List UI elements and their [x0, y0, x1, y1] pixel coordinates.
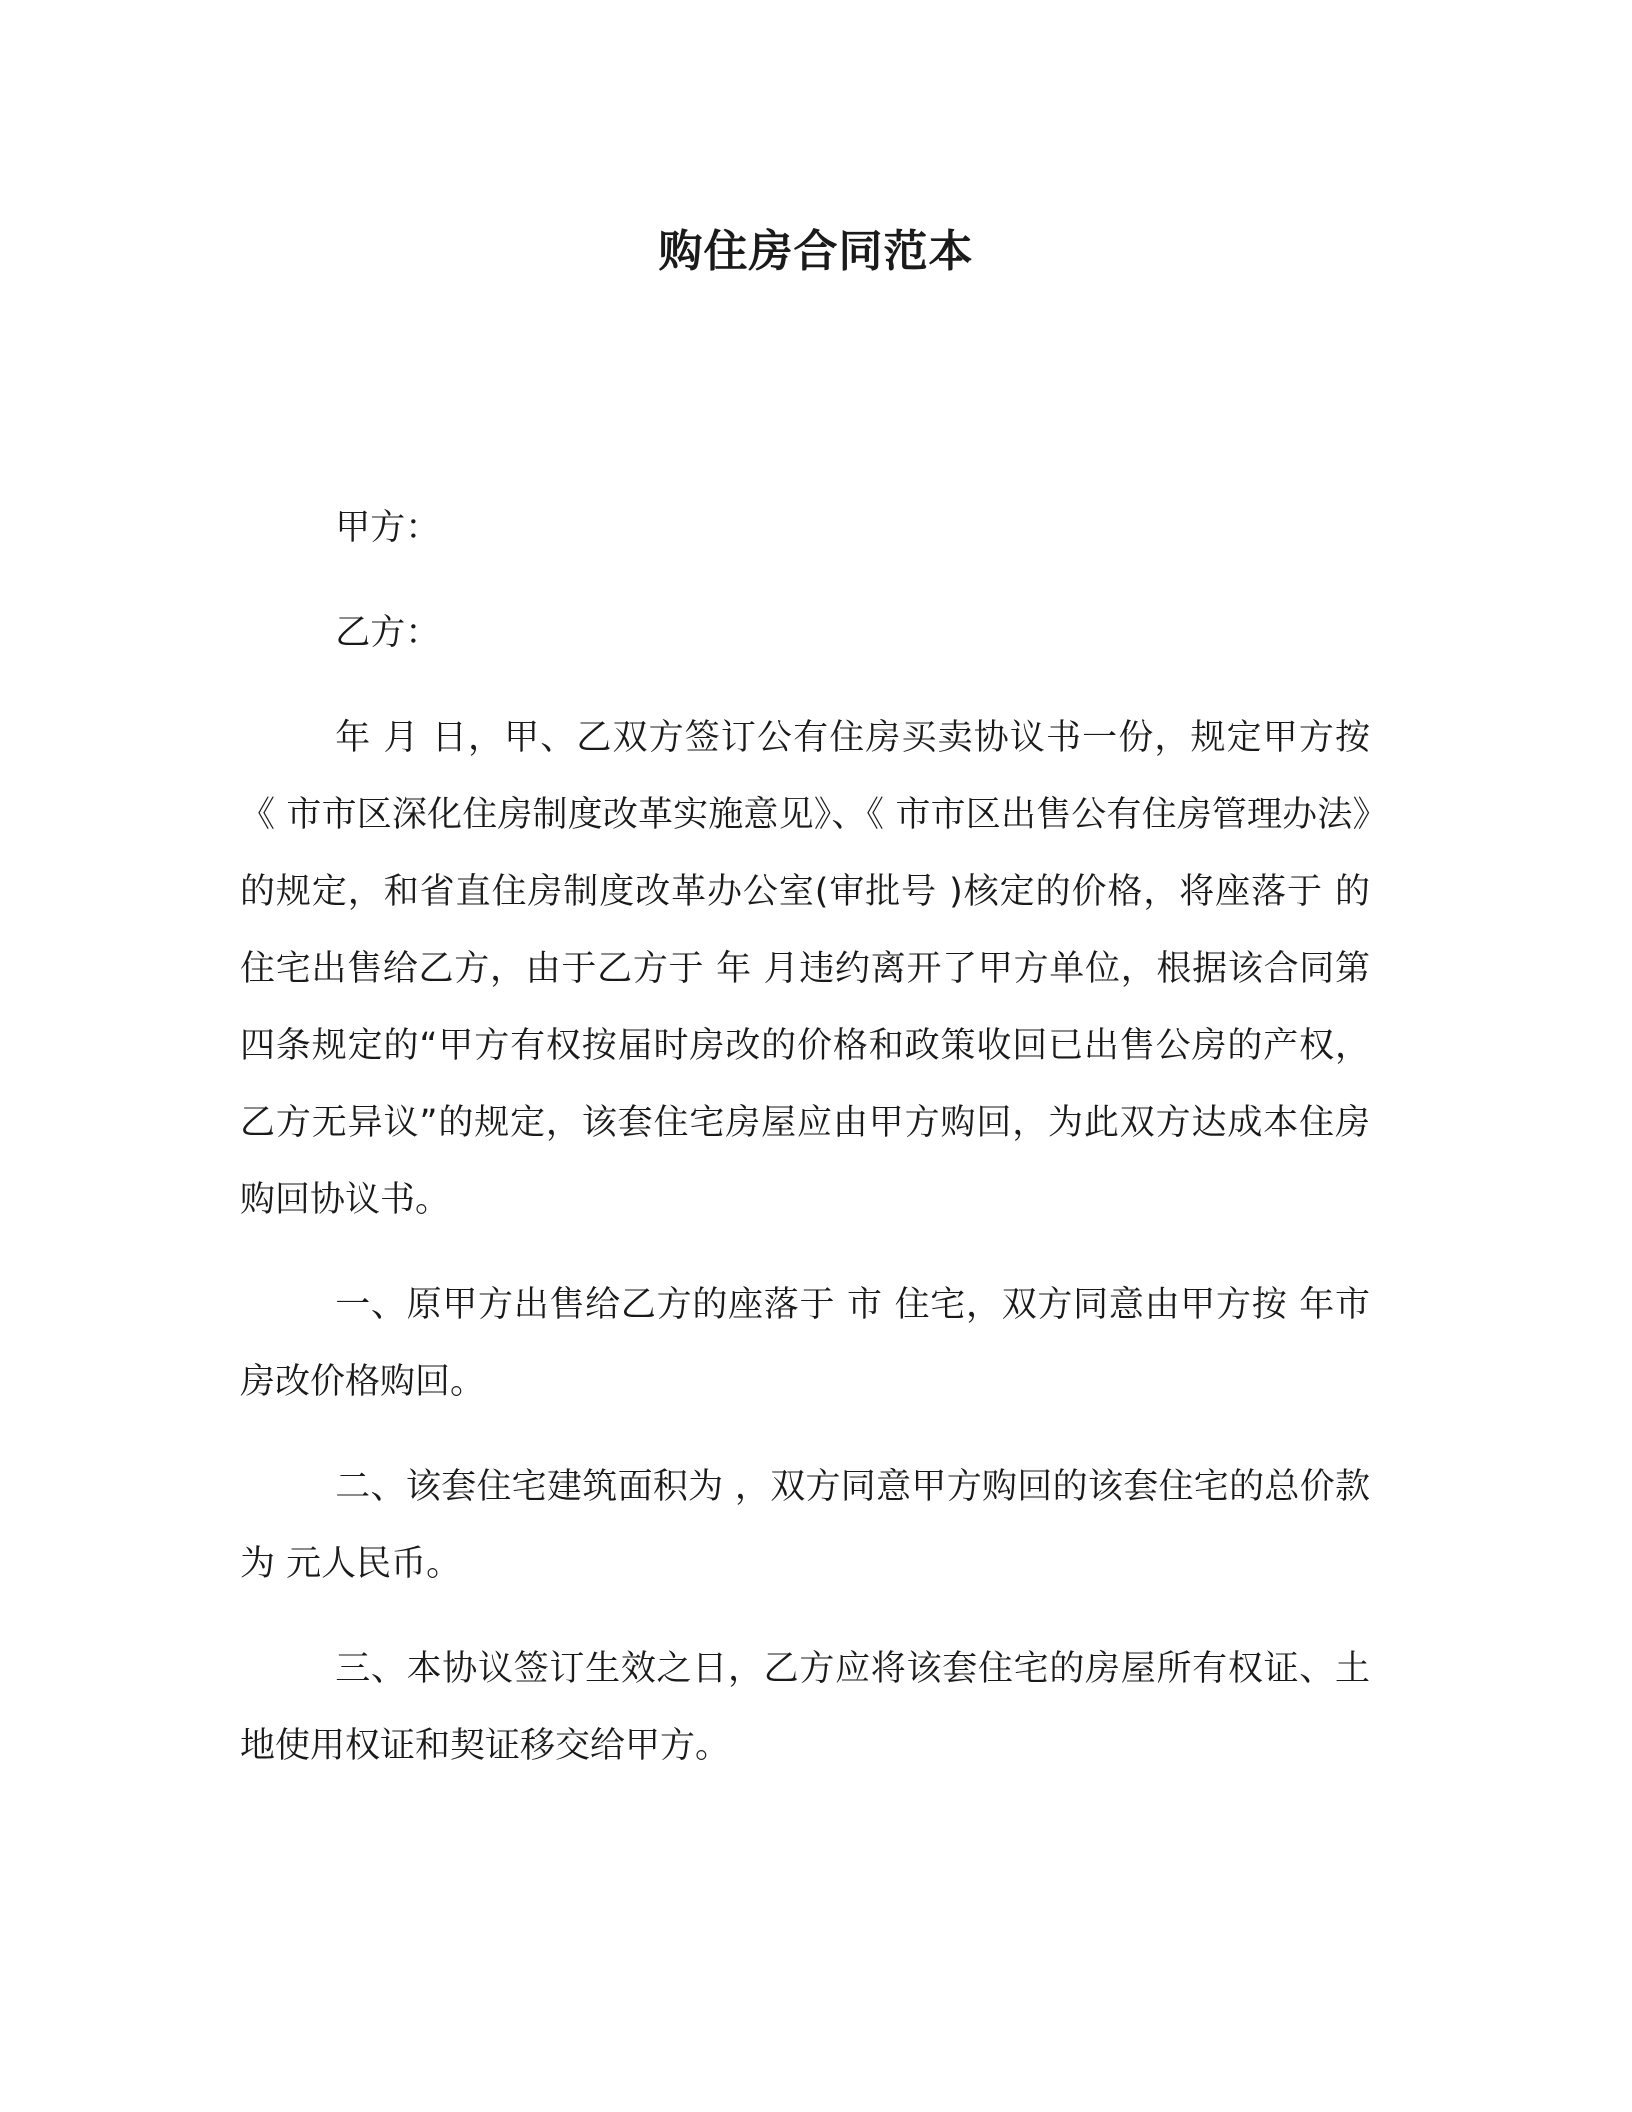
clause-two-paragraph: 二、该套住宅建筑面积为 ，双方同意甲方购回的该套住宅的总价款为 元人民币。 — [240, 1467, 1370, 1584]
document-body — [240, 490, 1370, 1813]
party-b-line: 乙方： — [335, 613, 441, 653]
clause-one-paragraph: 一、原甲方出售给乙方的座落于 市 住宅，双方同意由甲方按 年市房改价格购回。 — [240, 1285, 1370, 1402]
clause-three-paragraph: 三、本协议签订生效之日，乙方应将该套住宅的房屋所有权证、土地使用权证和契证移交给甲方。 — [240, 1649, 1370, 1766]
party-a-line: 甲方： — [335, 508, 441, 548]
document-title: 购住房合同范本 — [658, 226, 974, 277]
preamble-paragraph: 年 月 日，甲、乙双方签订公有住房买卖协议书一份，规定甲方按《 市市区深化住房制度改革实施意见》、《 市市区出售公有住房管理办法》的规定，和省直住房制度改革办公室(审批号 )核定的价格，将座落于 的住宅出售给乙方，由于乙方于 年 月违约离开了甲方单位，根据该合同第四条规定的“甲方有权按届时房改的价格和政策收回已出售公房的产权，乙方无异议”的规定，该套住宅房屋应由甲方购回，为此双方达成本住房购回协议书。 — [240, 718, 1370, 1220]
